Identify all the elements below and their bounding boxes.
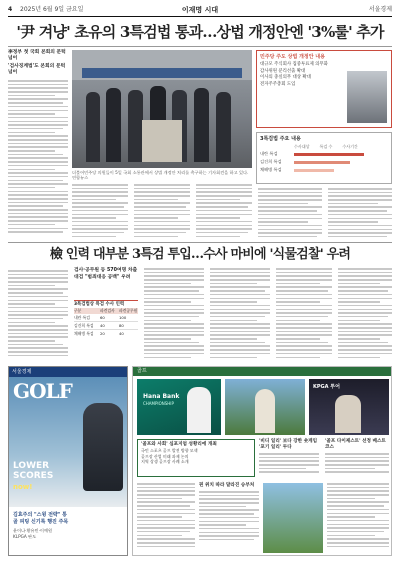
top-story-body-col6	[328, 188, 392, 240]
table-header: 구분	[74, 308, 82, 313]
top-story-body-col3	[134, 184, 190, 240]
golf-news-section	[132, 366, 392, 556]
magazine-logo: GOLF	[13, 379, 72, 403]
top-story-body-col2	[72, 184, 128, 240]
second-story-body-col3	[210, 268, 270, 362]
staff-table	[74, 300, 138, 352]
subhead-2: '검사징계법'도 본회의 문턱 넘어	[8, 64, 66, 75]
infobox-photo	[347, 71, 387, 123]
golf-section-label: 골프	[133, 367, 391, 376]
section-title: 이재명 시대	[181, 6, 219, 14]
cover-title: LOWER SCORES	[13, 461, 54, 481]
chart-box	[256, 132, 392, 184]
issue-date: 2025년 6월 9일 금요일	[20, 6, 84, 13]
symposium-title: '골프와 사회' 심포지엄 성황리에 개최	[141, 442, 217, 447]
main-photo[interactable]	[72, 50, 252, 168]
table-title: 3특검법상 특검 수사 인력	[74, 302, 125, 307]
hana-title: Hana Bank	[143, 393, 180, 400]
page-number: 4	[8, 6, 13, 13]
magazine-cover	[9, 377, 128, 507]
golf-course-photo[interactable]	[263, 483, 323, 553]
chart-col: 수사기간	[342, 144, 358, 149]
kpga-photo[interactable]	[309, 379, 389, 435]
chart-col: 수사대상	[294, 144, 310, 149]
symposium-box: '골프와 사회' 심포지엄 성황리에 개최 국민 스포츠 골프 발전 방향 모색 골프장 산업 미래 과제 논의 지역 상생 골프장 사례 소개	[137, 439, 255, 477]
top-headline[interactable]: '尹 겨냥' 초유의 3특검법 통과…상법 개정안엔 '3%룰' 추가	[16, 23, 384, 41]
infobox-item: 이사의 충실의무 대상 확대	[260, 75, 311, 80]
table-header: 파견공무원	[119, 308, 138, 313]
chart-row-label: 김건희 특검	[260, 159, 282, 164]
table-row: 김건희 특검 40 80	[74, 322, 138, 330]
second-story-body-col1	[8, 270, 68, 362]
second-headline[interactable]: 檢 인력 대부분 3특검 투입…수사 마비에 '식물검찰' 우려	[49, 247, 351, 262]
infobox-item: 감사위원 분리선출 확대	[260, 68, 306, 74]
golf-magazine-ad[interactable]	[8, 366, 128, 556]
cover-subtitle: now!	[13, 483, 33, 491]
paper-name: 서울경제	[368, 6, 392, 13]
golfer-photo[interactable]	[225, 379, 305, 435]
divider	[8, 46, 392, 47]
top-story-body-col5	[258, 188, 322, 240]
chart-row-label: 채해병 특검	[260, 167, 282, 172]
subhead-1: 李정부 첫 국회 본회의 문턱 넘어	[8, 50, 66, 61]
golf-story-2[interactable]: '골프 다이제스트' 선정 베스트 코스	[325, 439, 389, 479]
top-story-body-col4	[196, 184, 252, 240]
hana-bank-photo[interactable]	[137, 379, 221, 435]
second-story-body-col5	[338, 268, 392, 362]
golf-story-3[interactable]: 핀 위치 따라 달라진 승부처	[199, 483, 259, 553]
chart-col: 특검 수	[319, 144, 333, 149]
cover-golfer	[83, 403, 123, 491]
infobox	[256, 50, 392, 128]
table-row: 채해병 특검 20 40	[74, 331, 124, 336]
page-header	[8, 4, 392, 17]
hana-subtitle: CHAMPIONSHIP	[143, 401, 174, 406]
golf-body-col1	[137, 483, 195, 553]
chart-row-label: 내란 특검	[260, 151, 278, 156]
infobox-item: 전자주주총회 도입	[260, 81, 296, 87]
photo-caption: 더불어민주당 의원들이 5일 국회 소통관에서 상법 개정안 처리를 촉구하는 기자회견을 하고 있다. 연합뉴스	[72, 170, 249, 180]
ad-promo: 김효주의 "스윙 전략" 통 골 피팅 신기록 행진 주목 윤이나·황유민·이예원 KLPGA 판도	[9, 509, 128, 555]
infobox-title: 민주당 주도 상법 개정안 내용	[260, 54, 325, 60]
golf-body-col2	[327, 483, 389, 553]
divider	[8, 242, 392, 243]
second-story-body-col2	[144, 268, 204, 362]
ad-brand: 서울경제	[9, 367, 128, 377]
infobox-item: 대규모 주식회사 집중투표제 의무화	[260, 62, 328, 67]
top-story-subheads	[8, 50, 68, 80]
second-story-body-col4	[276, 268, 332, 362]
chart-title: 3특검법 주요 내용	[260, 136, 301, 142]
second-story-subhead	[74, 268, 138, 296]
table-header: 파견검사	[100, 308, 115, 313]
second-subhead: 검사·공무원 등 570여명 차출 대검 "범죄대응 공백" 우려	[74, 268, 138, 280]
table-row: 내란 특검 60 100	[74, 314, 138, 322]
top-story-body-col1	[8, 80, 68, 240]
golf-story-1[interactable]: '비디 일리' 보다 강한 숏게임 '포기 일리' 두다	[259, 439, 319, 479]
kpga-title: KPGA 투어	[313, 384, 340, 390]
